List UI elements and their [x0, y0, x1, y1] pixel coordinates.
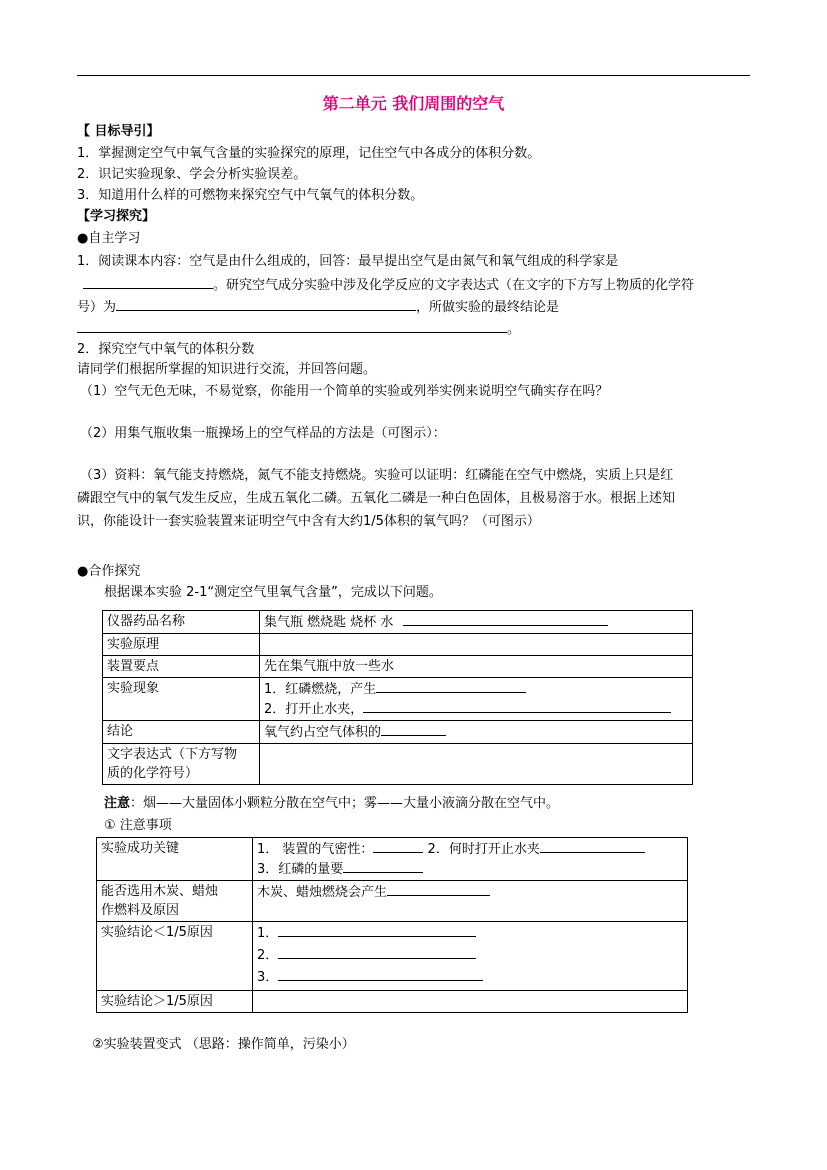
answer-blank-phenomenon-2[interactable]	[363, 699, 671, 713]
table-row	[97, 881, 688, 922]
table-row	[97, 838, 688, 881]
question-2-1: （1）空气无色无味，不易觉察，你能用一个简单的实验或列举实例来说明空气确实存在吗？	[80, 384, 609, 399]
row-value: 集气瓶 燃烧匙 烧杯 水	[260, 611, 693, 634]
study-heading: 【学习探究】	[77, 209, 156, 224]
page-title: 第二单元 我们周围的空气	[322, 94, 505, 113]
note-head: 注意	[104, 796, 131, 811]
question-1-line-2-text: 。研究空气成分实验中涉及化学反应的文字表达式（在文字的下方写上物质的化学符	[213, 278, 695, 293]
row-label: 文字表达式（下方写物 质的化学符号）	[103, 744, 260, 785]
question-1-line-3-tail: ，所做实验的最终结论是	[416, 300, 560, 315]
row-label: 能否选用木炭、蜡烛 作燃料及原因	[97, 881, 253, 922]
question-1-line-3-head: 号）为	[77, 300, 117, 315]
question-2-3-line-1: （3）资料：氧气能支持燃烧，氮气不能支持燃烧。实验可以证明：红磷能在空气中燃烧，实质上只是红	[80, 468, 674, 483]
question-2-2: （2）用集气瓶收集一瓶操场上的空气样品的方法是（可图示）：	[80, 426, 446, 441]
question-2-intro: 请同学们根据所掌握的知识进行交流，并回答问题。	[77, 362, 377, 377]
coop-study-heading: ●合作探究	[77, 564, 141, 579]
answer-blank-equipment[interactable]	[403, 612, 608, 626]
row-value: 1． 2． 3．	[253, 922, 688, 991]
self-study-heading: ●自主学习	[77, 231, 141, 246]
answer-blank-combustion-product[interactable]	[387, 882, 490, 896]
note-line	[104, 795, 559, 813]
answer-blank-less-reason-1[interactable]	[278, 923, 476, 937]
table-row	[103, 611, 693, 634]
answer-blank-conclusion-fraction[interactable]	[381, 722, 446, 736]
question-1-line-4-tail: 。	[507, 322, 521, 337]
row-value: 1．红磷燃烧，产生 2．打开止水夹，	[260, 678, 693, 721]
table-row	[103, 678, 693, 721]
question-1-line-3	[77, 297, 559, 317]
table-row	[103, 656, 693, 678]
answer-blank-expression[interactable]	[116, 297, 416, 311]
header-rule	[77, 75, 750, 76]
row-label: 实验结论＞1/5原因	[97, 991, 253, 1013]
row-value: 1． 装置的气密性： 2．何时打开止水夹 3．红磷的量要	[253, 838, 688, 881]
question-2-3-line-2: 磷跟空气中的氧气发生反应，生成五氧化二磷。五氧化二磷是一种白色固体，且极易溶于水。根据上述知	[77, 491, 676, 506]
table-row	[97, 991, 688, 1013]
coop-intro: 根据课本实验 2-1“测定空气里氧气含量”，完成以下问题。	[104, 585, 442, 600]
table-row	[97, 922, 688, 991]
question-2-3-line-3: 识，你能设计一套实验装置来证明空气中含有大约1/5体积的氧气吗？（可图示）	[77, 514, 540, 529]
notice-table	[96, 837, 688, 1013]
experiment-table	[102, 610, 693, 785]
answer-blank-phenomenon-1[interactable]	[376, 679, 526, 693]
goal-item-2: 2．识记实验现象、学会分析实验误差。	[77, 167, 307, 182]
table-row	[103, 721, 693, 744]
row-label: 仪器药品名称	[103, 611, 260, 634]
row-value: 木炭、蜡烛燃烧会产生	[253, 881, 688, 922]
goal-item-3: 3．知道用什么样的可燃物来探究空气中气氧气的体积分数。	[77, 188, 424, 203]
table-row	[103, 634, 693, 656]
table-row	[103, 744, 693, 785]
row-label: 实验现象	[103, 678, 260, 721]
answer-cell-expression[interactable]	[260, 744, 693, 785]
question-1-line-2	[77, 275, 694, 295]
answer-blank-phosphorus-amount[interactable]	[343, 859, 423, 873]
answer-blank-scientist[interactable]	[83, 275, 213, 289]
row-value: 氧气约占空气体积的	[260, 721, 693, 744]
variant-heading: ②实验装置变式 （思路：操作简单，污染小）	[92, 1037, 355, 1052]
question-1-line-1: 1．阅读课本内容：空气是由什么组成的，回答：最早提出空气是由氮气和氧气组成的科学家是	[77, 254, 619, 269]
row-label: 实验成功关键	[97, 838, 253, 881]
goal-item-1: 1．掌握测定空气中氧气含量的实验探究的原理，记住空气中各成分的体积分数。	[77, 146, 541, 161]
row-label: 实验原理	[103, 634, 260, 656]
row-value: 先在集气瓶中放一些水	[260, 656, 693, 678]
row-label: 实验结论＜1/5原因	[97, 922, 253, 991]
answer-blank-airtightness[interactable]	[373, 839, 423, 853]
answer-blank-less-reason-3[interactable]	[278, 967, 483, 981]
answer-blank-less-reason-2[interactable]	[278, 945, 476, 959]
answer-blank-conclusion[interactable]	[77, 319, 507, 333]
question-2-title: 2．探究空气中氧气的体积分数	[77, 342, 255, 357]
answer-cell-more-reason[interactable]	[253, 991, 688, 1013]
goals-heading: 【 目标导引】	[77, 124, 160, 139]
row-label: 装置要点	[103, 656, 260, 678]
row-label: 结论	[103, 721, 260, 744]
question-1-line-4	[77, 319, 520, 339]
answer-blank-clamp-timing[interactable]	[540, 839, 645, 853]
note-text: ：烟——大量固体小颗粒分散在空气中；雾——大量小液滴分散在空气中。	[130, 796, 560, 811]
notice-title: ① 注意事项	[104, 818, 172, 833]
answer-cell-principle[interactable]	[260, 634, 693, 656]
